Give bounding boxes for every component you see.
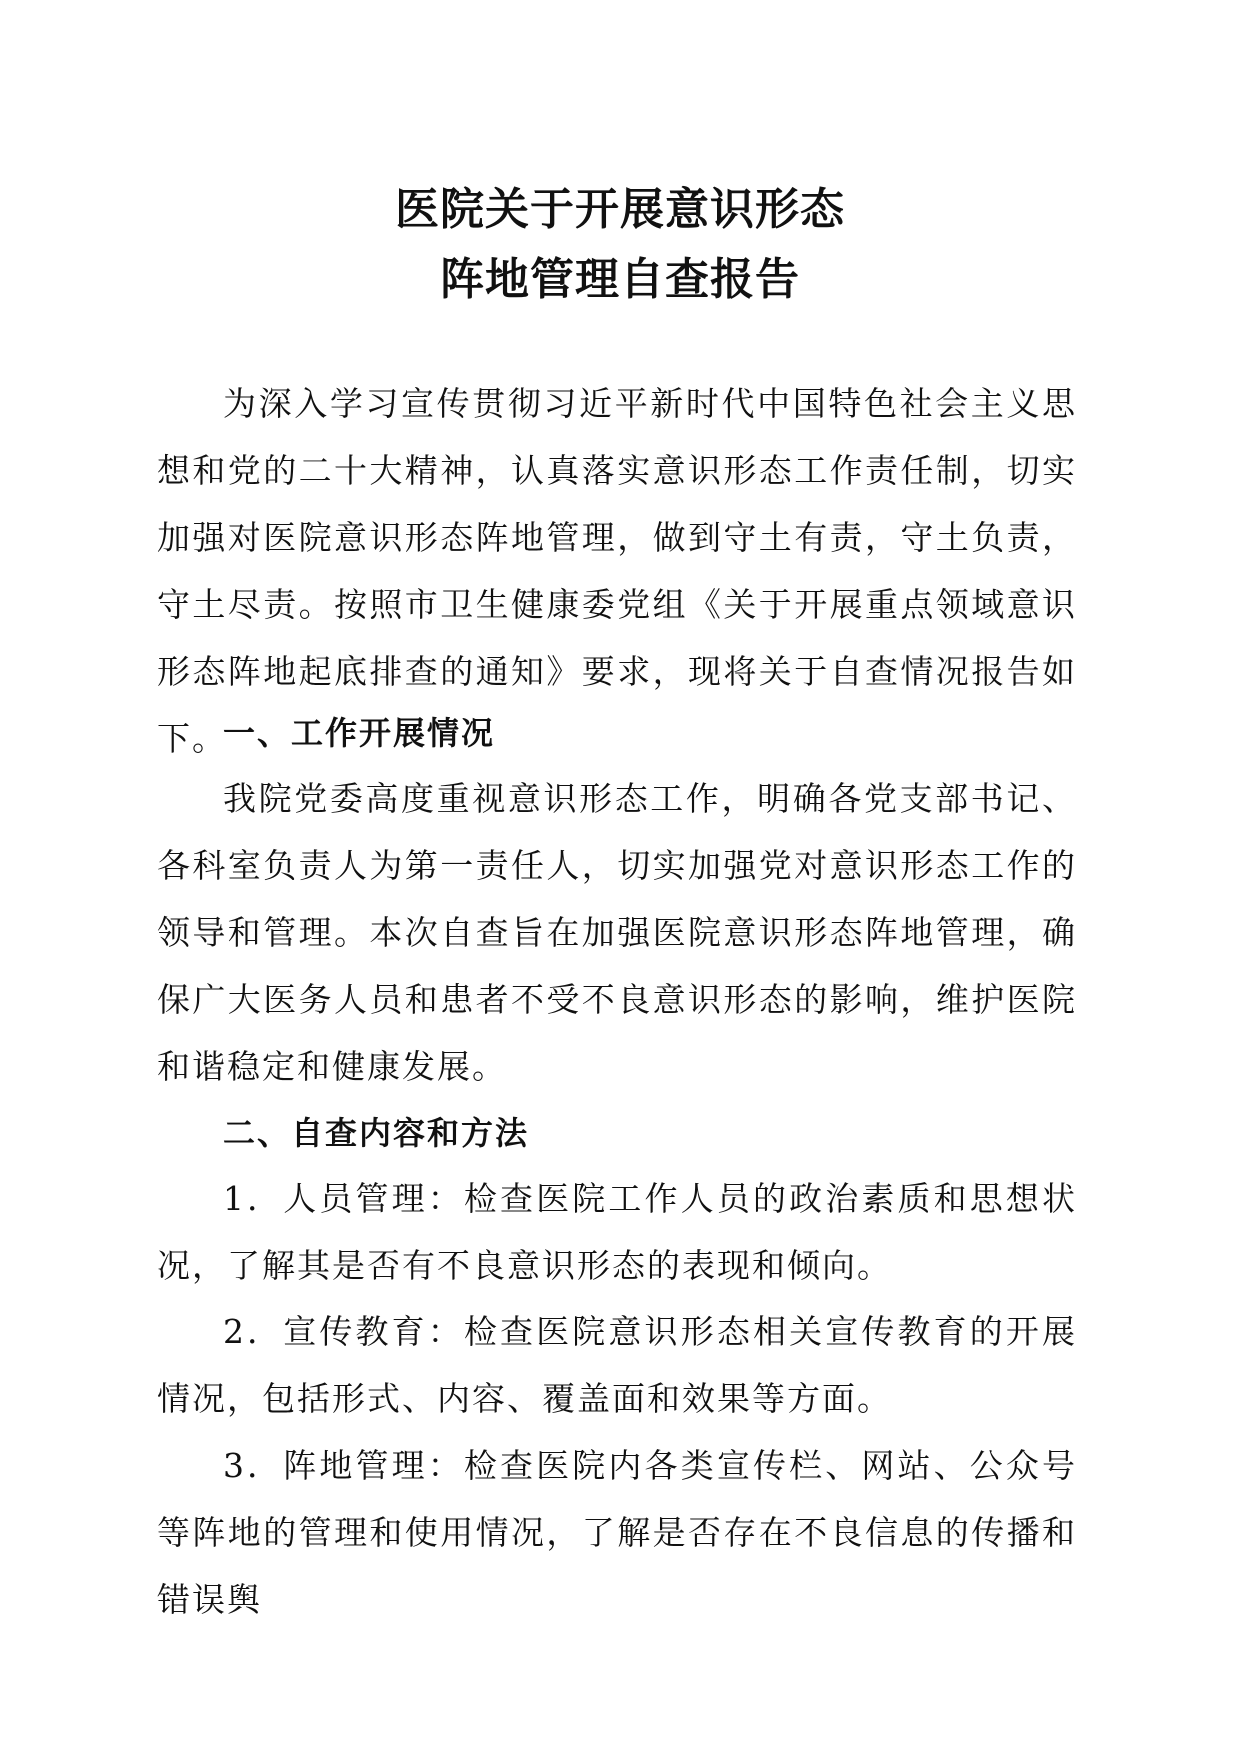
section2-item-1: 1．人员管理：检查医院工作人员的政治素质和思想状况，了解其是否有不良意识形态的表现和倾向。 [157, 1179, 1077, 1285]
section2-item-3: 3．阵地管理：检查医院内各类宣传栏、网站、公众号等阵地的管理和使用情况，了解是否存在不良信息的传播和错误舆 [157, 1446, 1077, 1619]
section1-heading: 一、工作开展情况 [223, 714, 496, 752]
section2-item-2: 2．宣传教育：检查医院意识形态相关宣传教育的开展情况，包括形式、内容、覆盖面和效果等方面。 [157, 1312, 1077, 1418]
section1-paragraph: 我院党委高度重视意识形态工作，明确各党支部书记、各科室负责人为第一责任人，切实加强党对意识形态工作的领导和管理。本次自查旨在加强医院意识形态阵地管理，确保广大医务人员和患者不受不良意识形态的影响，维护医院和谐稳定和健康发展。 [157, 779, 1077, 1086]
intro-paragraph: 为深入学习宣传贯彻习近平新时代中国特色社会主义思想和党的二十大精神，认真落实意识形态工作责任制，切实加强对医院意识形态阵地管理，做到守土有责，守土负责，守土尽责。按照市卫生健康委党组《关于开展重点领域意识形态阵地起底排查的通知》要求，现将关于自查情况报告如下。 [157, 384, 1077, 758]
document-title-line2: 阵地管理自查报告 [440, 254, 800, 305]
document-title-line1: 医院关于开展意识形态 [395, 184, 845, 235]
section2-heading: 二、自查内容和方法 [223, 1114, 530, 1152]
